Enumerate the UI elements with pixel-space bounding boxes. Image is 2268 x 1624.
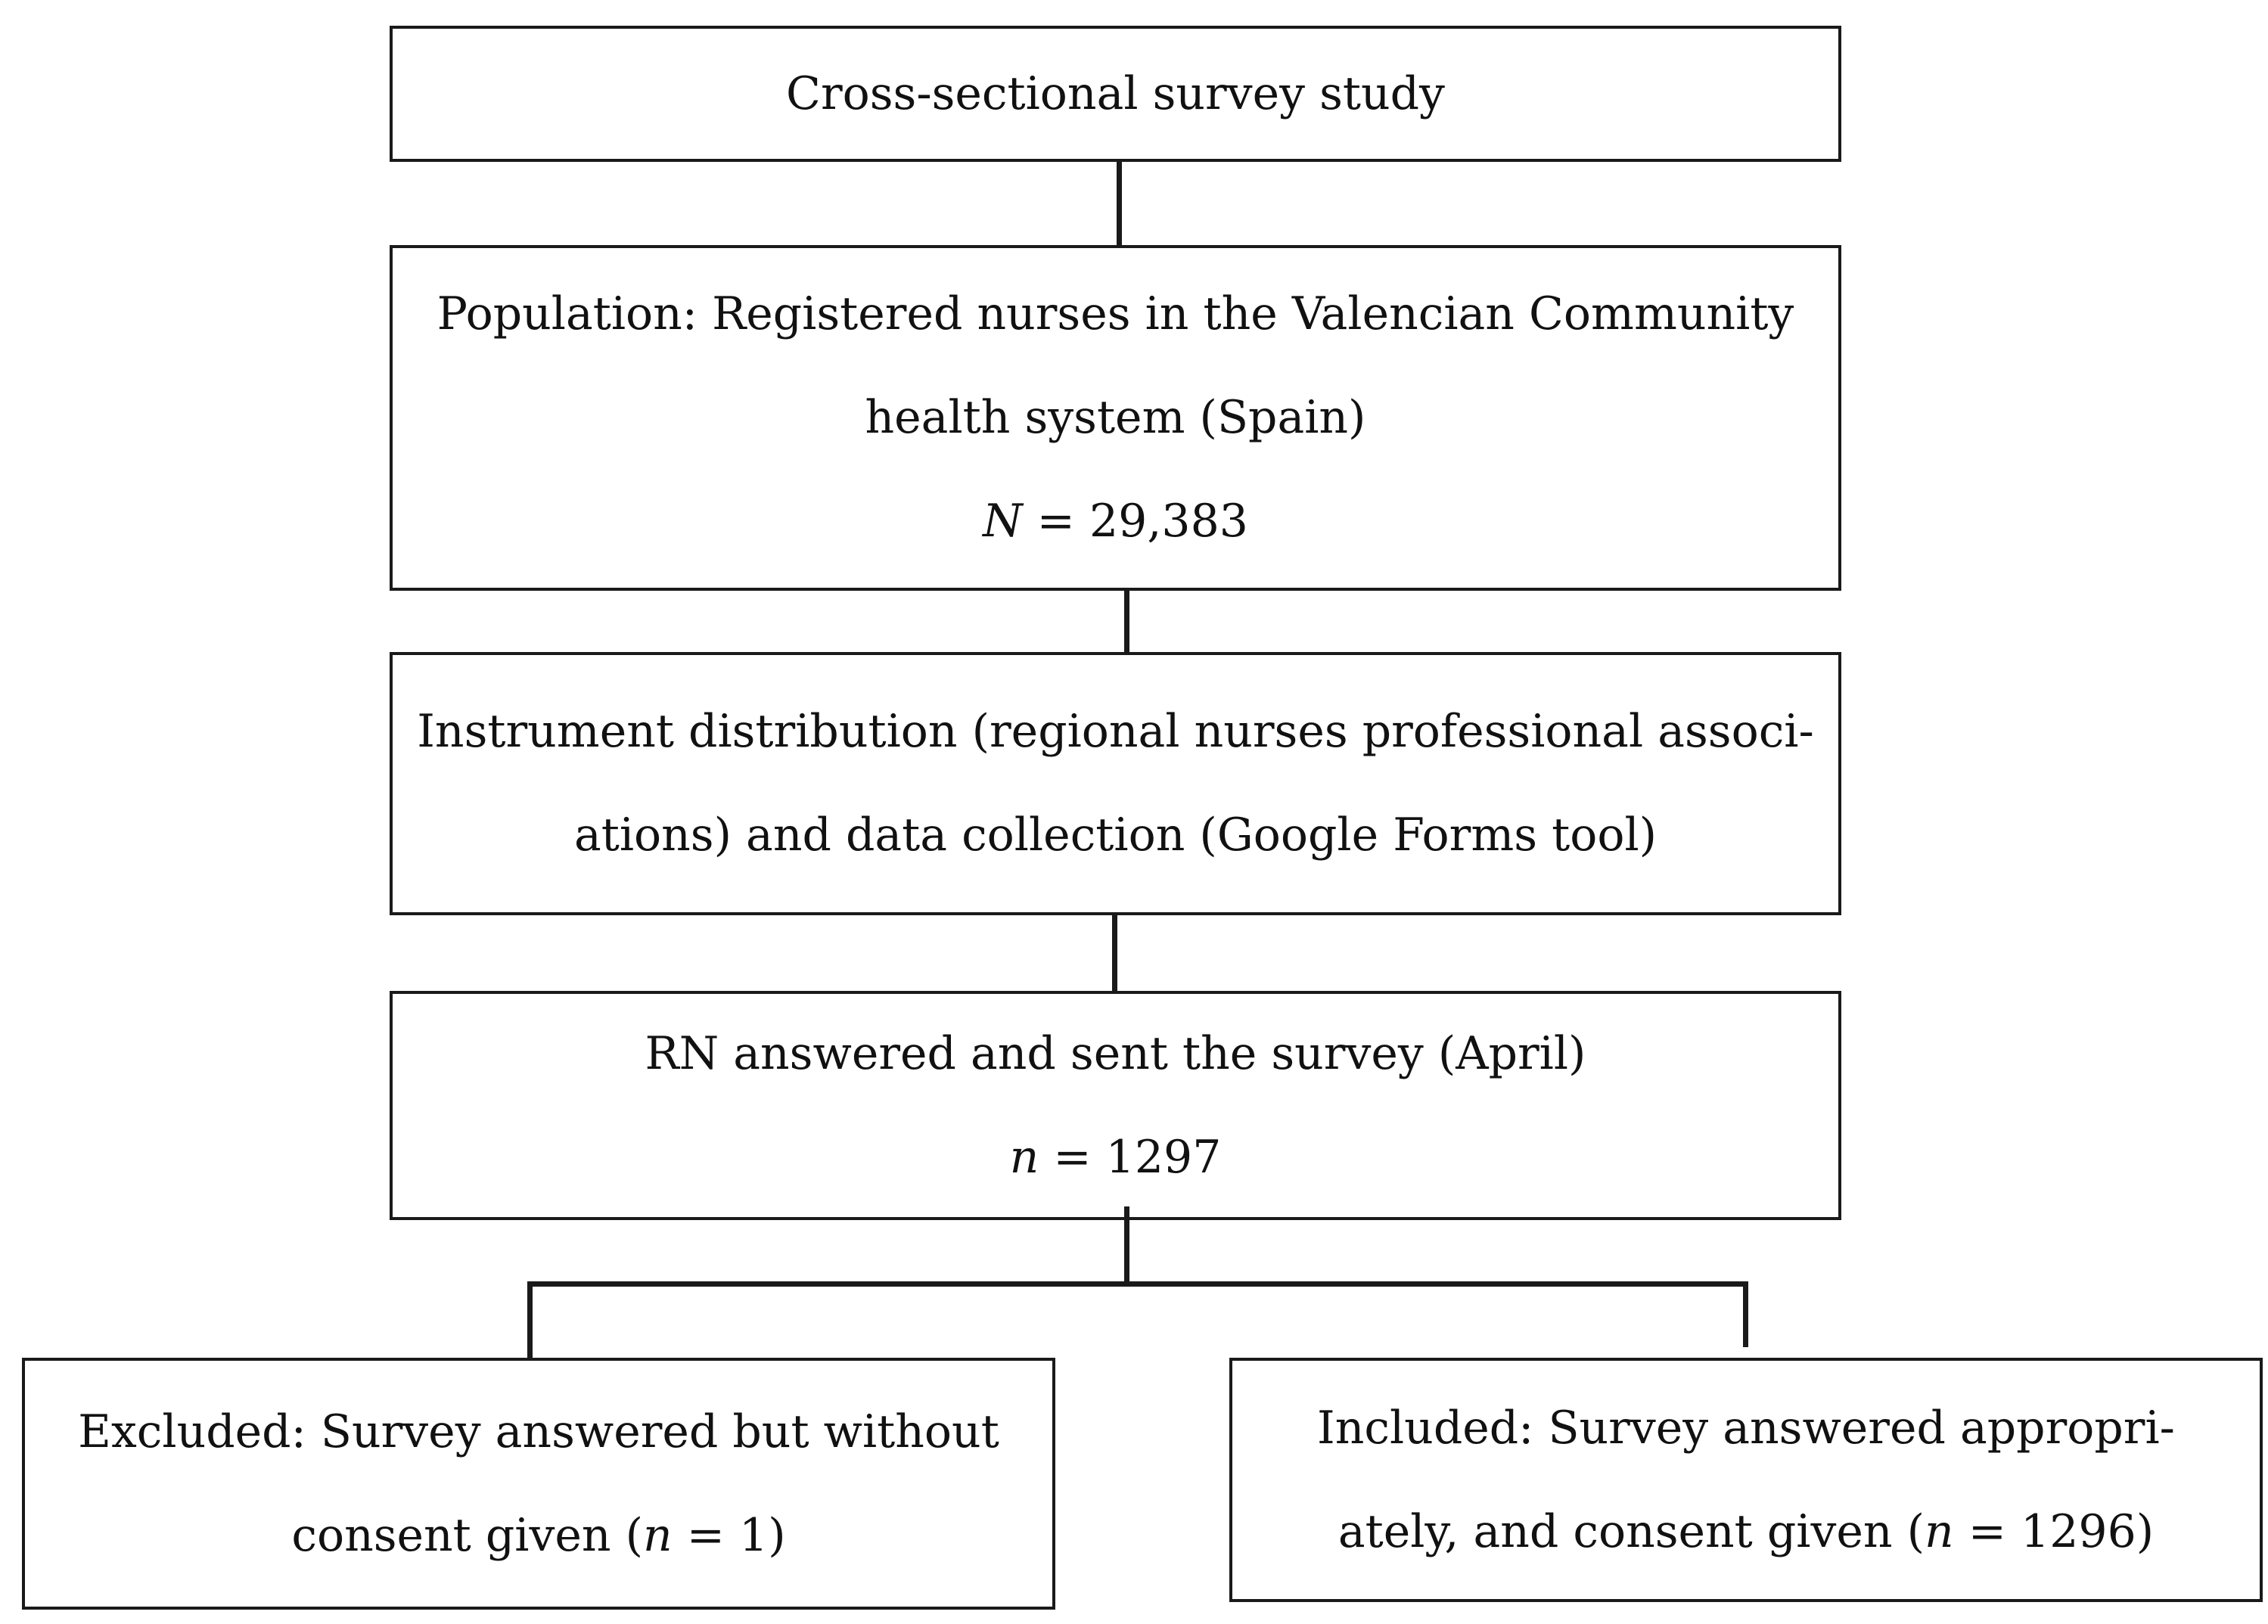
connector-distribution-answered [1112,915,1117,991]
included-box [1229,1358,2263,1602]
population-count-value: = 29,383 [1022,495,1248,548]
answered-text: RN answered and sent the survey (April) [645,1026,1586,1080]
answered-count-value: = 1297 [1039,1130,1222,1184]
included-count-symbol: n [1924,1504,1954,1558]
connector-branch-horizontal [527,1281,1748,1287]
distribution-text-line1: Instrument distribution (regional nurses professional associ- [417,705,1814,758]
population-box [390,245,1841,591]
included-text-prefix: ately, and consent given ( [1337,1504,1925,1558]
answered-count [1010,1106,1222,1209]
connector-branch-right [1743,1281,1748,1347]
population-text-line1: Population: Registered nurses in the Valencian Community [437,287,1794,340]
excluded-text-line2 [291,1484,785,1588]
answered-box [390,991,1841,1220]
excluded-box [22,1358,1055,1610]
excluded-text-line1: Excluded: Survey answered but without [78,1405,999,1458]
connector-study-population [1117,162,1122,245]
population-text-line2: health system (Spain) [865,391,1366,444]
included-count-value: = 1296) [1953,1504,2155,1558]
excluded-count-symbol: n [642,1508,673,1562]
study-type-box [390,26,1841,162]
excluded-text-prefix: consent given ( [291,1508,643,1562]
excluded-count-value: = 1) [672,1508,786,1562]
connector-branch-left [527,1281,533,1358]
population-count-symbol: N [983,495,1023,548]
distribution-box [390,652,1841,915]
connector-population-distribution [1124,591,1129,652]
study-type-text: Cross-sectional survey study [786,67,1445,120]
connector-answered-stem [1124,1206,1129,1286]
distribution-text-line2: ations) and data collection (Google Forms tool) [573,809,1658,862]
answered-count-symbol: n [1009,1130,1039,1184]
included-text-line1: Included: Survey answered appropri- [1317,1401,2175,1455]
population-count [983,470,1248,573]
included-text-line2 [1338,1480,2154,1584]
